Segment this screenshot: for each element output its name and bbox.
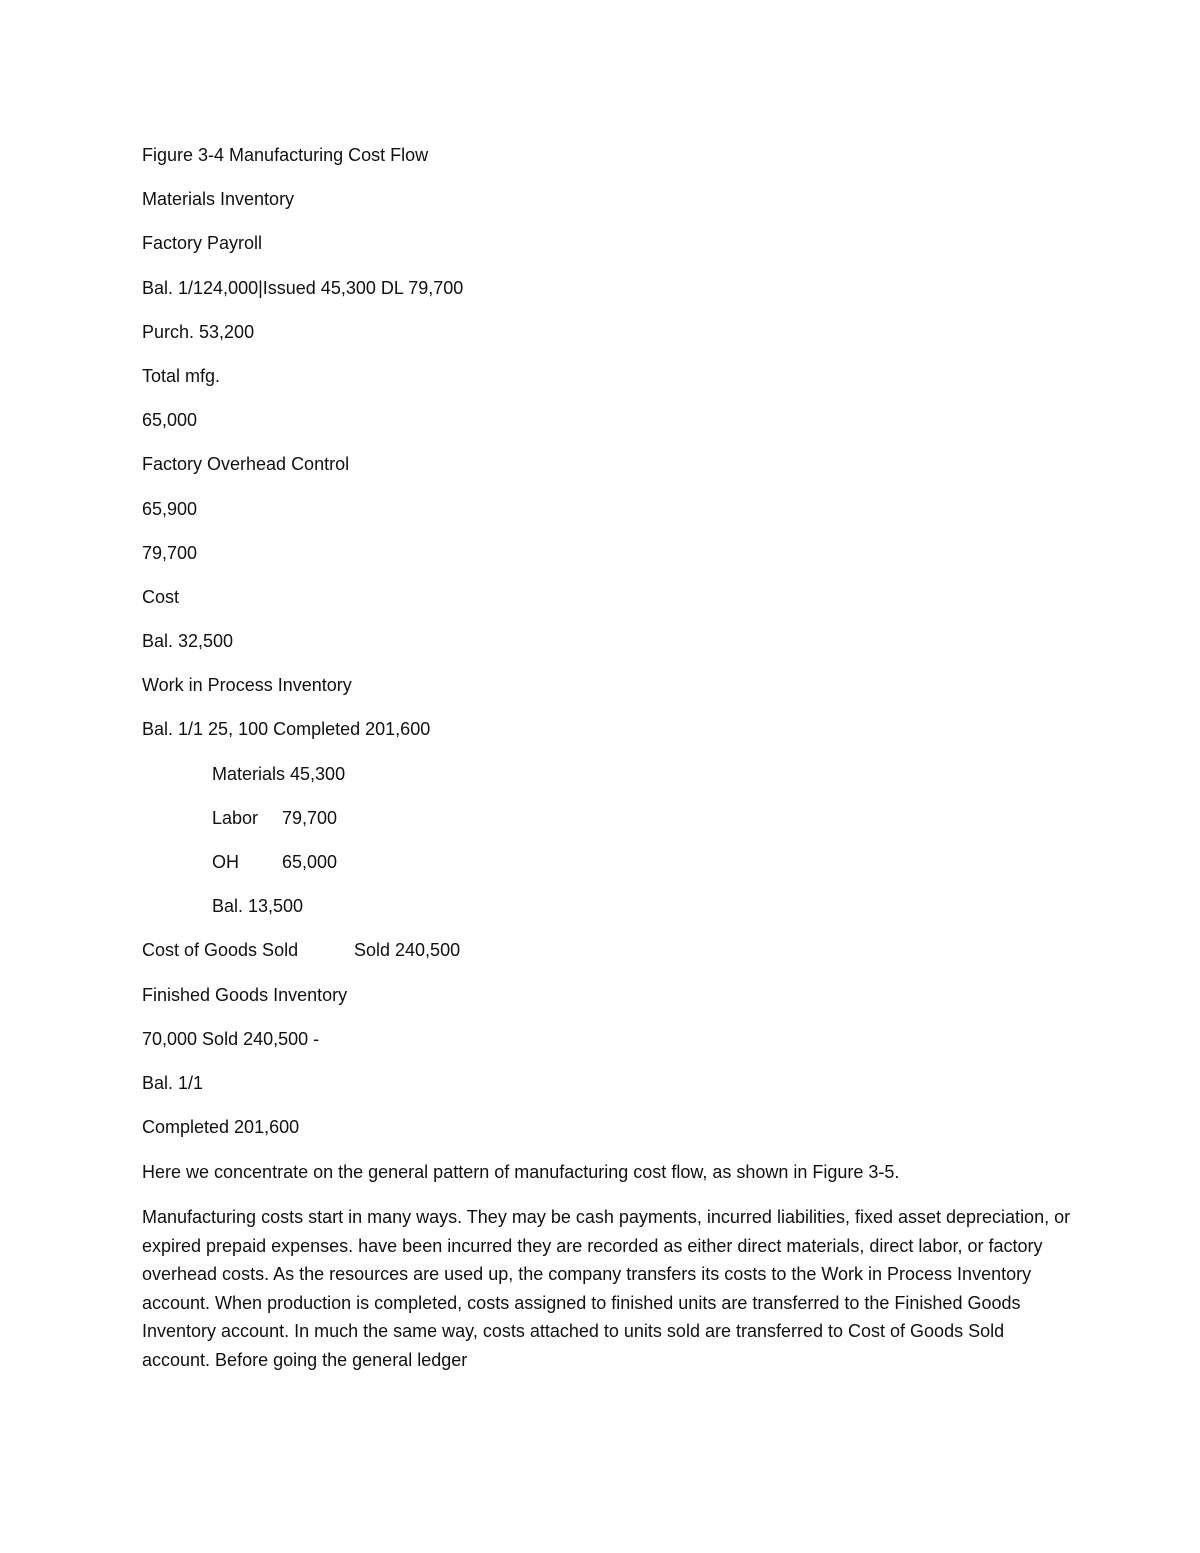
cost-label: Cost — [142, 586, 180, 607]
finished-goods-balance: Bal. 1/1 — [142, 1072, 204, 1093]
wip-balance-line: Bal. 1/1 25, 100 Completed 201,600 — [142, 719, 431, 740]
value-65000-line: 65,000 — [142, 410, 198, 431]
finished-goods-heading: Finished Goods Inventory — [142, 984, 348, 1005]
wip-entry-label: Materials 45,300 — [212, 763, 346, 784]
wip-entry-amount: 65,000 — [282, 852, 338, 872]
wip-entry-label: Labor — [212, 807, 259, 828]
purchases-line: Purch. 53,200 — [142, 321, 255, 342]
wip-inventory-heading: Work in Process Inventory — [142, 675, 352, 696]
finished-goods-line: 70,000 Sold 240,500 - — [142, 1028, 320, 1049]
paragraph-intro: Here we concentrate on the general pattern of manufacturing cost flow, as shown in Figure 3-5. — [142, 1162, 900, 1183]
cost-balance-line: Bal. 32,500 — [142, 631, 234, 652]
materials-inventory-heading: Materials Inventory — [142, 189, 295, 210]
document-body — [142, 142, 1072, 1390]
wip-entry-label: Bal. 13,500 — [212, 896, 304, 917]
wip-entry-balance — [142, 893, 1072, 919]
factory-overhead-control-heading: Factory Overhead Control — [142, 454, 350, 475]
finished-goods-completed: Completed 201,600 — [142, 1117, 300, 1138]
materials-balance-line: Bal. 1/124,000|Issued 45,300 DL 79,700 — [142, 277, 464, 298]
total-mfg-line: Total mfg. — [142, 365, 221, 386]
factory-payroll-heading: Factory Payroll — [142, 233, 263, 254]
wip-entry-materials — [142, 761, 1072, 787]
wip-entry-label: OH — [212, 852, 239, 872]
value-79700-line: 79,700 — [142, 542, 198, 563]
wip-entry-labor — [142, 805, 1072, 831]
cogs-line — [142, 937, 1072, 963]
cogs-sold: Sold 240,500 — [354, 940, 461, 961]
figure-title: Figure 3-4 Manufacturing Cost Flow — [142, 145, 429, 165]
wip-entry-amount: 79,700 — [282, 807, 338, 828]
value-65900-line: 65,900 — [142, 498, 198, 519]
wip-entry-oh — [142, 849, 1072, 875]
cogs-label: Cost of Goods Sold — [142, 940, 299, 961]
paragraph-body: Manufacturing costs start in many ways. They may be cash payments, incurred liabilities, fixed asset depreciation, or expired prepaid expenses. have been incurred they are recorded as either direct materials, direct labor, or factory overhead costs. As the resources are used up, the company transfers its costs to the Work in Process Inventory account. When production is completed, costs assigned to finished units are transferred to the Finished Goods Inventory account. In much the same way, costs attached to units sold are transferred to Cost of Goods Sold account. Before going the general ledger — [142, 1206, 1071, 1370]
